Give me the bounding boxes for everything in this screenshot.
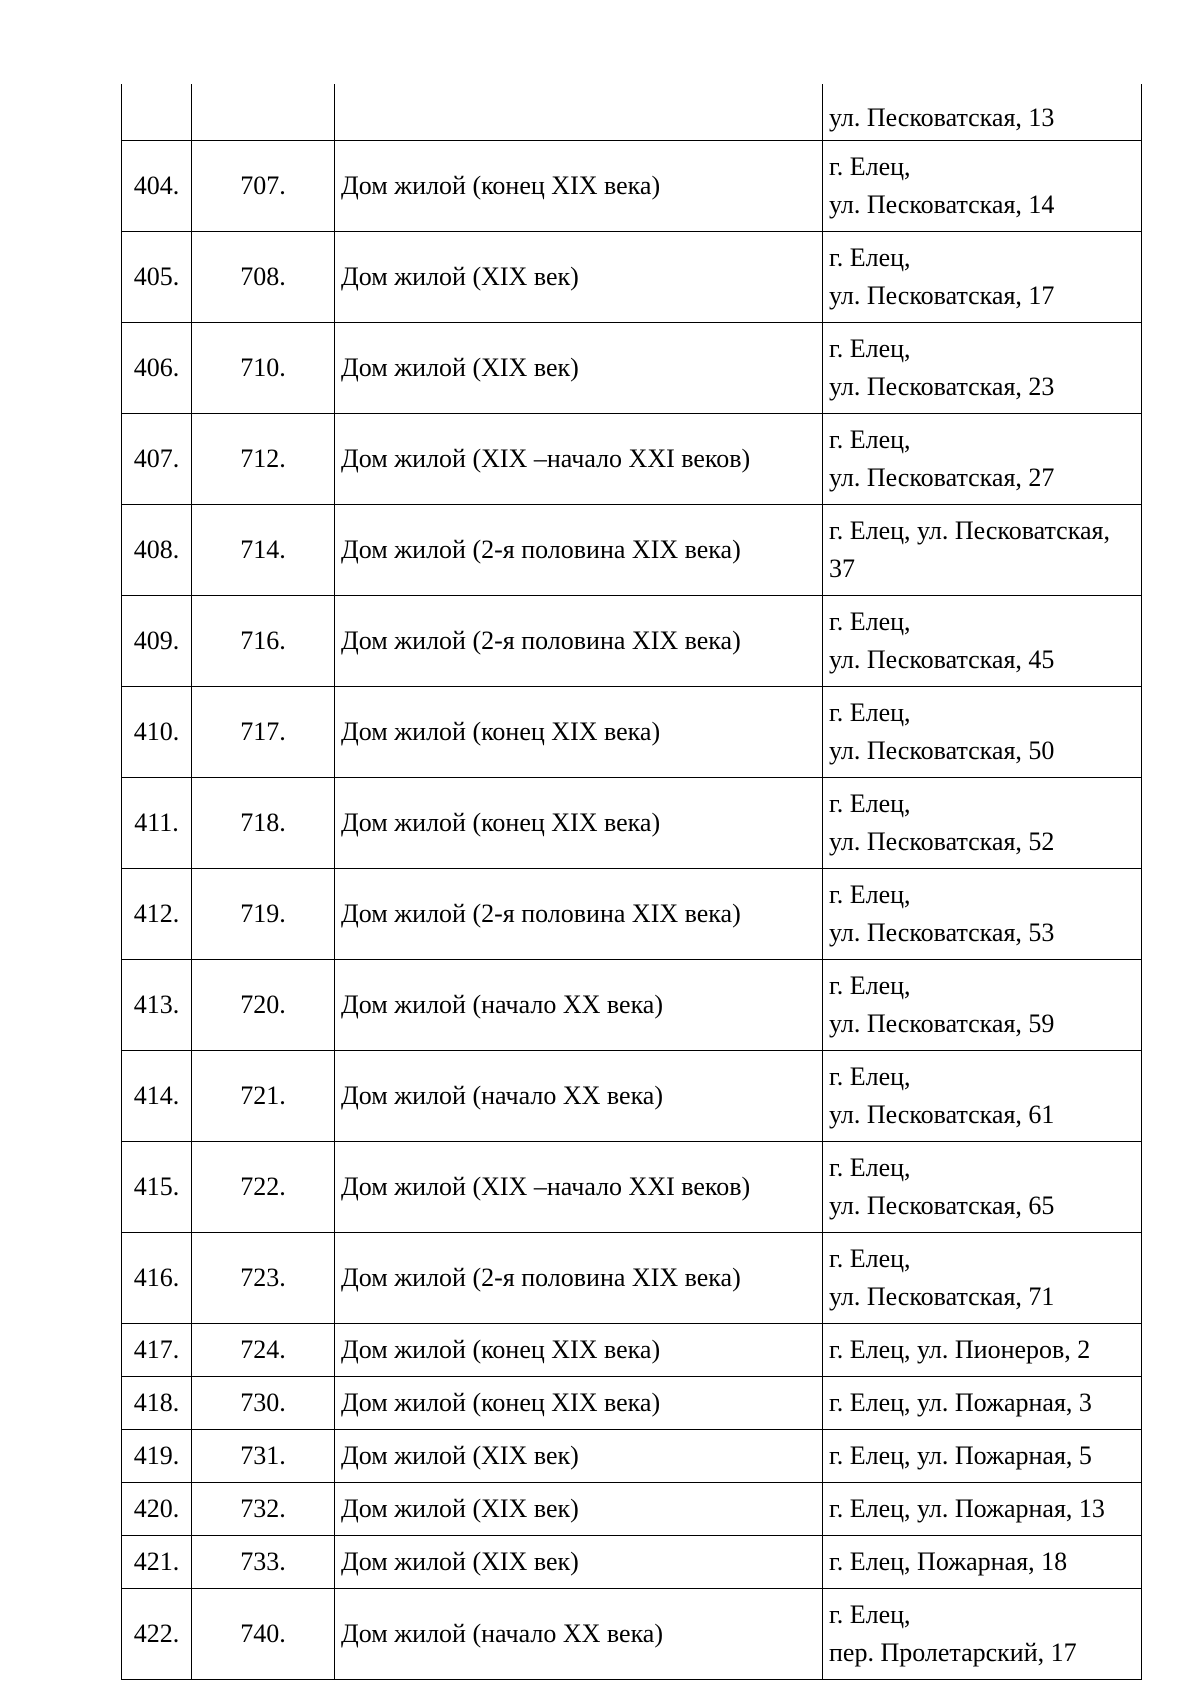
table-row (122, 778, 1142, 869)
address-cell (823, 414, 1142, 505)
object-name-cell: Дом жилой (XIX век) (335, 232, 823, 323)
register-number-cell: 718. (192, 778, 335, 869)
object-name-cell: Дом жилой (конец XIX века) (335, 778, 823, 869)
address-line: 37 (829, 554, 855, 583)
address-line: ул. Песковатская, 65 (829, 1191, 1055, 1220)
table-row (122, 687, 1142, 778)
address-line: г. Елец, (829, 334, 911, 363)
address-line: ул. Песковатская, 45 (829, 645, 1055, 674)
address-line: г. Елец, (829, 789, 911, 818)
address-cell (823, 323, 1142, 414)
row-number-cell: 414. (122, 1051, 192, 1142)
address-line: г. Елец, ул. Песковатская, (829, 516, 1110, 545)
register-number-cell: 710. (192, 323, 335, 414)
address-line: г. Елец, Пожарная, 18 (829, 1547, 1068, 1576)
address-cell (823, 1377, 1142, 1430)
address-line: г. Елец, (829, 698, 911, 727)
object-name-cell: Дом жилой (XIX –начало XXI веков) (335, 1142, 823, 1233)
register-number-cell: 732. (192, 1483, 335, 1536)
register-number-cell: 740. (192, 1589, 335, 1680)
register-number-cell (192, 84, 335, 141)
row-number-cell: 421. (122, 1536, 192, 1589)
row-number-cell: 418. (122, 1377, 192, 1430)
address-line: г. Елец, (829, 152, 911, 181)
register-number-cell: 723. (192, 1233, 335, 1324)
table-row (122, 1536, 1142, 1589)
row-number-cell: 417. (122, 1324, 192, 1377)
address-line: г. Елец, ул. Пионеров, 2 (829, 1335, 1091, 1364)
object-name-cell: Дом жилой (конец XIX века) (335, 141, 823, 232)
address-line: ул. Песковатская, 52 (829, 827, 1055, 856)
table-row (122, 505, 1142, 596)
address-line: ул. Песковатская, 13 (829, 103, 1055, 132)
address-line: ул. Песковатская, 27 (829, 463, 1055, 492)
address-cell (823, 141, 1142, 232)
address-line: г. Елец, ул. Пожарная, 5 (829, 1441, 1092, 1470)
table-row (122, 1051, 1142, 1142)
row-number-cell: 408. (122, 505, 192, 596)
address-cell (823, 596, 1142, 687)
table-body (122, 84, 1142, 1680)
object-name-cell: Дом жилой (XIX –начало XXI веков) (335, 414, 823, 505)
address-line: г. Елец, (829, 1244, 911, 1273)
address-line: г. Елец, (829, 880, 911, 909)
row-number-cell: 416. (122, 1233, 192, 1324)
address-cell (823, 1233, 1142, 1324)
address-line: г. Елец, (829, 1153, 911, 1182)
address-line: г. Елец, ул. Пожарная, 13 (829, 1494, 1105, 1523)
register-number-cell: 719. (192, 869, 335, 960)
table-row (122, 141, 1142, 232)
object-name-cell: Дом жилой (конец XIX века) (335, 1377, 823, 1430)
register-number-cell: 714. (192, 505, 335, 596)
row-number-cell: 419. (122, 1430, 192, 1483)
register-number-cell: 708. (192, 232, 335, 323)
address-cell (823, 869, 1142, 960)
address-line: г. Елец, (829, 971, 911, 1000)
object-name-cell: Дом жилой (XIX век) (335, 323, 823, 414)
register-number-cell: 724. (192, 1324, 335, 1377)
address-cell (823, 1142, 1142, 1233)
address-line: пер. Пролетарский, 17 (829, 1638, 1077, 1667)
register-number-cell: 707. (192, 141, 335, 232)
register-number-cell: 717. (192, 687, 335, 778)
address-line: ул. Песковатская, 23 (829, 372, 1055, 401)
table-row (122, 1589, 1142, 1680)
table-row (122, 1377, 1142, 1430)
address-line: г. Елец, ул. Пожарная, 3 (829, 1388, 1092, 1417)
row-number-cell: 412. (122, 869, 192, 960)
row-number-cell: 406. (122, 323, 192, 414)
table-row (122, 1233, 1142, 1324)
table-row (122, 414, 1142, 505)
table-row (122, 596, 1142, 687)
register-number-cell: 731. (192, 1430, 335, 1483)
register-number-cell: 716. (192, 596, 335, 687)
object-name-cell: Дом жилой (2-я половина XIX века) (335, 596, 823, 687)
address-line: г. Елец, (829, 425, 911, 454)
address-cell (823, 1536, 1142, 1589)
address-cell (823, 84, 1142, 141)
address-cell (823, 960, 1142, 1051)
table-row (122, 1430, 1142, 1483)
object-name-cell: Дом жилой (2-я половина XIX века) (335, 505, 823, 596)
address-line: г. Елец, (829, 1062, 911, 1091)
address-cell (823, 687, 1142, 778)
address-line: ул. Песковатская, 59 (829, 1009, 1055, 1038)
address-line: ул. Песковатская, 50 (829, 736, 1055, 765)
address-cell (823, 1051, 1142, 1142)
address-cell (823, 1430, 1142, 1483)
register-number-cell: 720. (192, 960, 335, 1051)
row-number-cell: 407. (122, 414, 192, 505)
address-cell (823, 505, 1142, 596)
row-number-cell: 422. (122, 1589, 192, 1680)
table-row (122, 1142, 1142, 1233)
address-line: г. Елец, (829, 243, 911, 272)
address-cell (823, 778, 1142, 869)
object-name-cell: Дом жилой (конец XIX века) (335, 687, 823, 778)
row-number-cell: 420. (122, 1483, 192, 1536)
object-name-cell: Дом жилой (начало XX века) (335, 960, 823, 1051)
address-cell (823, 1324, 1142, 1377)
row-number-cell: 411. (122, 778, 192, 869)
row-number-cell: 413. (122, 960, 192, 1051)
row-number-cell: 404. (122, 141, 192, 232)
table-row (122, 869, 1142, 960)
address-line: ул. Песковатская, 53 (829, 918, 1055, 947)
register-number-cell: 730. (192, 1377, 335, 1430)
row-number-cell: 409. (122, 596, 192, 687)
address-line: г. Елец, (829, 607, 911, 636)
row-number-cell (122, 84, 192, 141)
register-number-cell: 722. (192, 1142, 335, 1233)
object-name-cell: Дом жилой (XIX век) (335, 1536, 823, 1589)
register-number-cell: 712. (192, 414, 335, 505)
address-line: ул. Песковатская, 14 (829, 190, 1055, 219)
register-number-cell: 733. (192, 1536, 335, 1589)
address-cell (823, 1589, 1142, 1680)
table-row (122, 1483, 1142, 1536)
row-number-cell: 415. (122, 1142, 192, 1233)
object-name-cell: Дом жилой (конец XIX века) (335, 1324, 823, 1377)
address-line: ул. Песковатская, 61 (829, 1100, 1055, 1129)
address-line: г. Елец, (829, 1600, 911, 1629)
address-line: ул. Песковатская, 17 (829, 281, 1055, 310)
table-row (122, 960, 1142, 1051)
object-name-cell: Дом жилой (XIX век) (335, 1430, 823, 1483)
object-name-cell (335, 84, 823, 141)
table-row (122, 84, 1142, 141)
object-name-cell: Дом жилой (начало XX века) (335, 1051, 823, 1142)
table-row (122, 323, 1142, 414)
address-cell (823, 232, 1142, 323)
row-number-cell: 405. (122, 232, 192, 323)
register-number-cell: 721. (192, 1051, 335, 1142)
table-row (122, 1324, 1142, 1377)
object-name-cell: Дом жилой (2-я половина XIX века) (335, 869, 823, 960)
object-name-cell: Дом жилой (начало XX века) (335, 1589, 823, 1680)
address-cell (823, 1483, 1142, 1536)
object-name-cell: Дом жилой (2-я половина XIX века) (335, 1233, 823, 1324)
row-number-cell: 410. (122, 687, 192, 778)
heritage-objects-table (121, 84, 1142, 1680)
table-row (122, 232, 1142, 323)
address-line: ул. Песковатская, 71 (829, 1282, 1055, 1311)
object-name-cell: Дом жилой (XIX век) (335, 1483, 823, 1536)
